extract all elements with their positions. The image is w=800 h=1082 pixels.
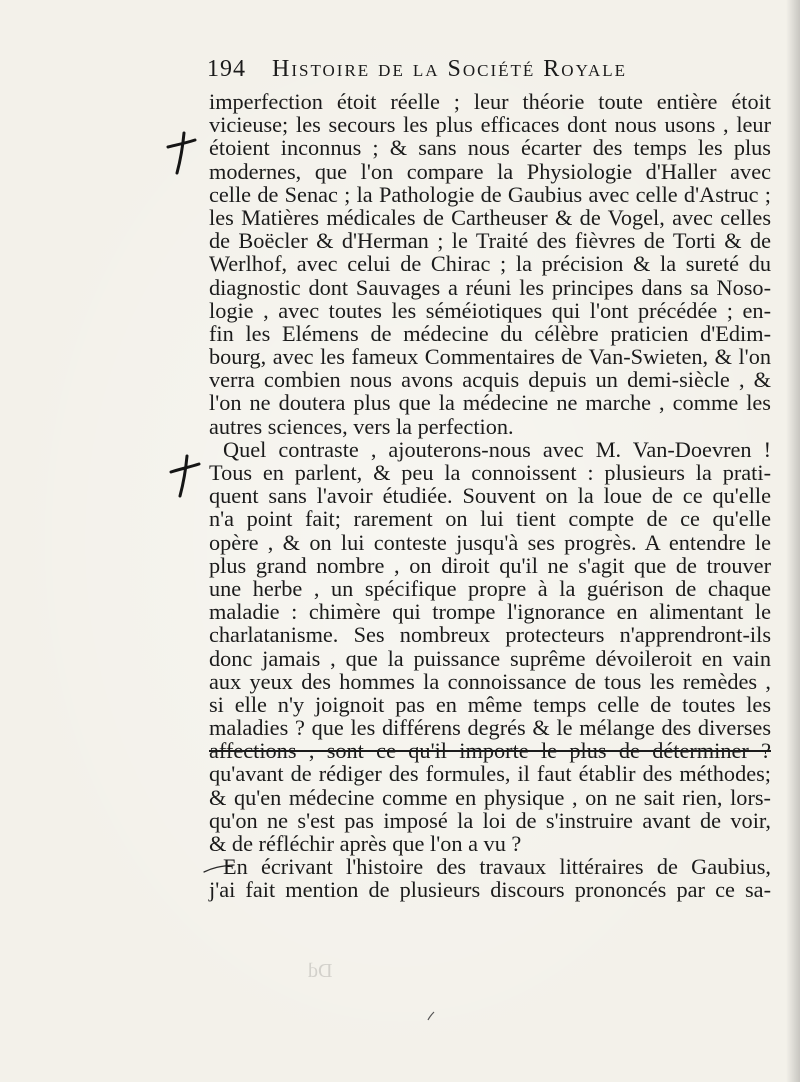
text-line: l'on ne doutera plus que la médecine ne marche , comme les xyxy=(209,390,771,416)
text-line: & qu'en médecine comme en physique , on ne sait rien, lors- xyxy=(209,784,771,810)
text-line: qu'on ne s'est pas imposé la loi de s'instruire avant de voir, xyxy=(209,807,771,833)
text-line: qu'avant de rédiger des formules, il faut établir des méthodes; xyxy=(209,761,771,787)
text-line: plus grand nombre , on diroit qu'il ne s'agit que de trouver xyxy=(209,552,771,578)
text-line: de Boëcler & d'Herman ; le Traité des fièvres de Torti & de xyxy=(209,228,771,254)
text-line: imperfection étoit réelle ; leur théorie toute entière étoit xyxy=(209,89,771,114)
text-line: celle de Senac ; la Pathologie de Gaubius avec celle d'Astruc ; xyxy=(209,181,771,207)
text-line: quent sans l'avoir étudiée. Souvent on la loue de ce qu'elle xyxy=(209,483,771,509)
text-line: Werlhof, avec celui de Chirac ; la précision & la sureté du xyxy=(209,251,771,277)
text-line: logie , avec toutes les séméiotiques qui l'ont précédée ; en- xyxy=(209,297,771,323)
text-line: autres sciences, vers la perfection. xyxy=(209,413,514,439)
text-line: maladies ? que les différens degrés & le mélange des diverses xyxy=(209,715,771,741)
text-line: si elle n'y joignoit pas en même temps celle de toutes les xyxy=(209,691,771,717)
text-line: modernes, que l'on compare la Physiologie d'Haller avec xyxy=(209,158,771,184)
text-line: fin les Elémens de médecine du célèbre praticien d'Edim- xyxy=(209,320,771,346)
text-line: bourg, avec les fameux Commentaires de Van-Swieten, & l'on xyxy=(209,344,771,370)
text-line: Tous en parlent, & peu la connoissent : plusieurs la prati- xyxy=(209,460,771,485)
bleed-through-signature: Dd xyxy=(308,960,333,982)
text-line: Quel contraste , ajouterons-nous avec M. Van-Doevren ! xyxy=(223,436,771,462)
text-line: diagnostic dont Sauvages a réuni les principes dans sa Noso- xyxy=(209,274,771,300)
running-title: Histoire de la Société Royale xyxy=(272,56,628,82)
body-text xyxy=(209,90,771,902)
text-line: une herbe , un spécifique propre à la guérison de chaque xyxy=(209,575,771,601)
text-line: j'ai fait mention de plusieurs discours prononcés par ce sa- xyxy=(209,877,771,903)
text-line: étoient inconnus ; & sans nous écarter des temps les plus xyxy=(209,135,771,161)
text-line: n'a point fait; rarement on lui tient compte de ce qu'elle xyxy=(209,506,771,532)
text-line: opère , & on lui conteste jusqu'à ses progrès. A entendre le xyxy=(209,529,771,555)
running-head xyxy=(207,56,787,86)
struck-text-line: affections , sont ce qu'il importe le plus de déterminer ? xyxy=(209,738,771,764)
margin-cross-mark-icon xyxy=(164,130,198,176)
text-line: les Matières médicales de Cartheuser & de Vogel, avec celles xyxy=(209,204,771,230)
text-line: charlatanisme. Ses nombreux protecteurs n'apprendront-ils xyxy=(209,622,771,648)
page-number: 194 xyxy=(207,56,246,82)
text-line: verra combien nous avons acquis depuis un demi-siècle , & xyxy=(209,367,771,393)
text-line: maladie : chimère qui trompe l'ignorance en alimentant le xyxy=(209,599,771,625)
text-line: En écrivant l'histoire des travaux littéraires de Gaubius, xyxy=(223,854,771,880)
ink-speck-icon xyxy=(426,1010,436,1022)
text-line: aux yeux des hommes la connoissance de tous les remèdes , xyxy=(209,668,771,694)
text-line: vicieuse; les secours les plus efficaces dont nous usons , leur xyxy=(209,112,771,138)
gutter-shadow xyxy=(786,0,800,1082)
text-line: donc jamais , que la puissance suprême dévoileroit en vain xyxy=(209,645,771,671)
text-line: & de réfléchir après que l'on a vu ? xyxy=(209,831,522,856)
margin-cross-mark-icon xyxy=(168,452,202,498)
